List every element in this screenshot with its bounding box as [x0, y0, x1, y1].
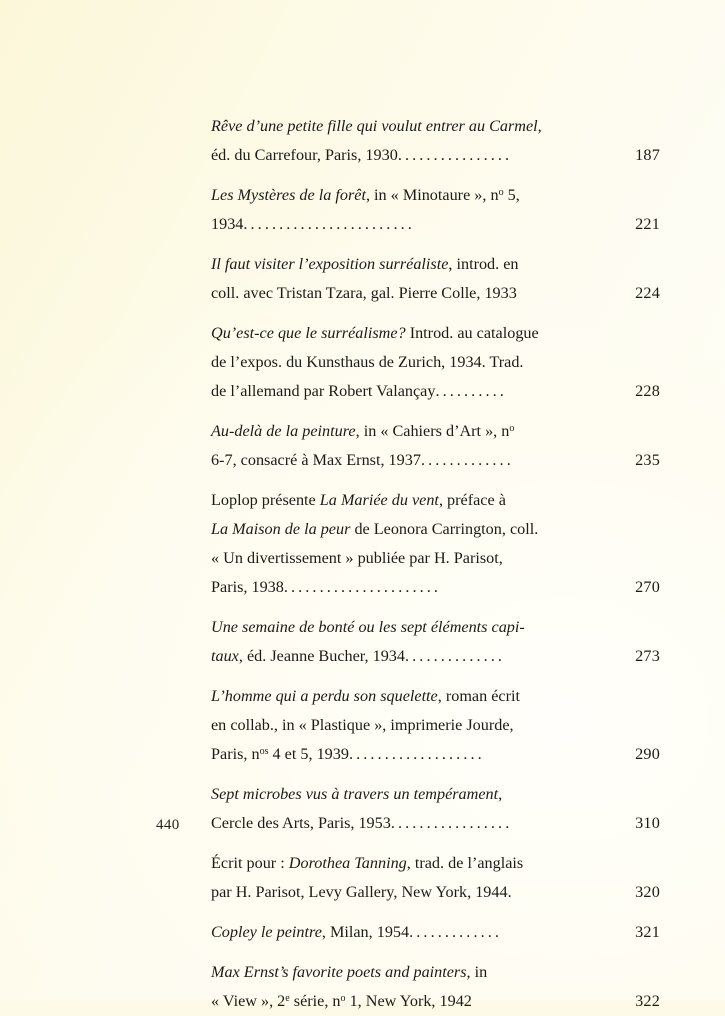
dot-leader: ................... [348, 745, 485, 763]
bibliography-entry [211, 613, 660, 671]
bibliography-entry [211, 112, 660, 170]
entry-text [211, 642, 405, 671]
title-italic: Max Ernst’s favorite poets and painters [211, 963, 467, 981]
dot-leader: ................. [390, 814, 513, 832]
superscript-abbreviation: o [509, 422, 515, 434]
entry-text [211, 515, 538, 544]
bibliography-entry-line [211, 573, 660, 602]
bibliography-entry [211, 849, 660, 907]
title-italic: La Maison de la peur [211, 520, 351, 538]
entry-detail-text: de l’allemand par Robert Valançay [211, 382, 436, 400]
bibliography-entry-line [211, 642, 660, 671]
entry-text [211, 613, 617, 642]
entry-text [211, 141, 398, 170]
entry-text [211, 544, 617, 573]
entry-detail-text: série, n [289, 992, 341, 1010]
entry-text [211, 878, 512, 907]
entry-text [211, 780, 617, 809]
bibliography-entry-line [211, 377, 660, 406]
entry-detail-text: , in « Minotaure », n [365, 186, 499, 204]
bibliography-entry-line [211, 878, 660, 907]
title-italic: Les Mystères de la forêt [211, 186, 366, 204]
entry-page-number: 221 [635, 215, 660, 233]
bibliography-entry-line [211, 279, 660, 308]
entry-text [211, 112, 617, 141]
title-italic: Sept microbes vus à travers un tempérament, [211, 785, 503, 803]
title-italic: Il faut visiter l’exposition surréaliste [211, 255, 449, 273]
entry-text [211, 987, 617, 1016]
entry-page-number: 273 [635, 647, 660, 665]
entry-text [211, 250, 617, 279]
bibliography-entry [211, 486, 660, 602]
bibliography-entry-line [211, 486, 660, 515]
entry-detail-text: « View », 2 [211, 992, 286, 1010]
entry-detail-text: Cercle des Arts, Paris, 1953 [211, 814, 391, 832]
dot-leader: ........................ [243, 215, 415, 233]
bibliography-entry-line [211, 112, 660, 141]
bibliography-entry-line [211, 918, 660, 947]
entry-detail-text: par H. Parisot, Levy Gallery, New York, 1944. [211, 883, 512, 901]
entry-detail-text: « Un divertissement » publiée par H. Parisot, [211, 549, 503, 567]
entry-text [211, 417, 617, 446]
superscript-abbreviation: o [340, 992, 346, 1004]
bibliography-entry-line [211, 958, 660, 987]
entry-detail-text: , in « Cahiers d’Art », n [355, 422, 510, 440]
entry-page-number: 270 [635, 578, 660, 596]
bibliography-entry-line [211, 711, 660, 740]
entry-page-number: 235 [635, 451, 660, 469]
bibliography-entry-line [211, 515, 660, 544]
entry-text [211, 918, 409, 947]
bibliography-entry [211, 682, 660, 769]
title-italic: Une semaine de bonté ou les sept éléments capi- [211, 618, 525, 636]
entry-detail-text: Paris, 1938 [211, 578, 284, 596]
entry-detail-text: Écrit pour : [211, 854, 289, 872]
bibliography-entry-line [211, 319, 660, 348]
entry-detail-text: coll. avec Tristan Tzara, gal. Pierre Colle, 1933 [211, 284, 517, 302]
bibliography-entry [211, 181, 660, 239]
entry-detail-text: 1934 [211, 215, 244, 233]
bibliography-entry-line [211, 780, 660, 809]
bibliography-entry [211, 958, 660, 1016]
entry-text [211, 279, 517, 308]
entry-text [211, 573, 284, 602]
entry-page-number: 320 [635, 883, 660, 901]
entry-page-number: 187 [635, 146, 660, 164]
bibliography-entry-line [211, 740, 660, 769]
entry-detail-text: Introd. au catalogue [405, 324, 539, 342]
entry-text [211, 348, 523, 377]
bibliography-entry [211, 250, 660, 308]
bibliography-entry-list [211, 112, 660, 1016]
bibliography-entry-line [211, 809, 660, 838]
superscript-abbreviation: o [498, 186, 504, 198]
bibliography-entry [211, 417, 660, 475]
entry-text [211, 319, 539, 348]
entry-text [211, 181, 617, 210]
entry-detail-text: Paris, n [211, 745, 260, 763]
entry-detail-text: , préface à [438, 491, 506, 509]
dot-leader: .......... [435, 382, 507, 400]
entry-page-number: 224 [635, 284, 660, 302]
bibliography-entry-line [211, 348, 660, 377]
bibliography-entry [211, 918, 660, 947]
entry-page-number: 310 [635, 814, 660, 832]
entry-detail-text: Loplop présente [211, 491, 320, 509]
dot-leader: ............. [409, 923, 503, 941]
entry-page-number: 290 [635, 745, 660, 763]
title-italic: Dorothea Tanning [288, 854, 407, 872]
entry-detail-text: de Leonora Carrington, coll. [350, 520, 539, 538]
bibliography-entry-line [211, 250, 660, 279]
title-italic: Qu’est-ce que le surréalisme? [211, 324, 406, 342]
entry-text [211, 849, 523, 878]
title-italic: Au-delà de la peinture [211, 422, 356, 440]
bibliography-entry-line [211, 544, 660, 573]
entry-detail-text: 6-7, consacré à Max Ernst, 1937 [211, 451, 421, 469]
entry-detail-text: , Milan, 1954 [321, 923, 410, 941]
title-italic: La Mariée du vent [319, 491, 439, 509]
entry-detail-text: 1, New York, 1942 [345, 992, 472, 1010]
entry-detail-text: , roman écrit [437, 687, 520, 705]
title-italic: Rêve d’une petite fille qui voulut entrer au Carmel, [211, 117, 542, 135]
dot-leader: ...................... [283, 578, 442, 596]
bibliography-entry [211, 319, 660, 406]
entry-text [211, 486, 617, 515]
bibliography-entry [211, 780, 660, 838]
entry-detail-text: 5, [503, 186, 520, 204]
entry-text [211, 711, 514, 740]
entry-text [211, 210, 243, 239]
bibliography-entry-line [211, 181, 660, 210]
title-italic: taux [211, 647, 239, 665]
superscript-abbreviation: e [285, 992, 290, 1004]
entry-text [211, 958, 617, 987]
page-folio-number: 440 [156, 817, 180, 833]
bibliography-entry-line [211, 446, 660, 475]
superscript-abbreviation: os [259, 745, 269, 757]
title-italic: L’homme qui a perdu son squelette [211, 687, 438, 705]
entry-detail-text: , trad. de l’anglais [406, 854, 524, 872]
bibliography-entry-line [211, 682, 660, 711]
entry-detail-text: 4 et 5, 1939 [268, 745, 349, 763]
entry-page-number: 321 [635, 923, 660, 941]
entry-text [211, 809, 391, 838]
dot-leader: ................ [397, 146, 513, 164]
dot-leader: ............. [420, 451, 514, 469]
entry-text [211, 446, 421, 475]
bibliography-entry-line [211, 849, 660, 878]
entry-text [211, 682, 617, 711]
entry-detail-text: , introd. en [448, 255, 519, 273]
bibliography-entry-line [211, 613, 660, 642]
bibliography-entry-line [211, 141, 660, 170]
bibliography-entry-line [211, 987, 660, 1016]
entry-detail-text: de l’expos. du Kunsthaus de Zurich, 1934. Trad. [211, 353, 524, 371]
entry-detail-text: en collab., in « Plastique », imprimerie Jourde, [211, 716, 514, 734]
bibliography-entry-line [211, 417, 660, 446]
entry-text [211, 740, 349, 769]
entry-detail-text: , in [466, 963, 488, 981]
bibliography-entry-line [211, 210, 660, 239]
entry-text [211, 377, 435, 406]
dot-leader: .............. [405, 647, 506, 665]
title-italic: Copley le peintre [211, 923, 322, 941]
entry-page-number: 322 [635, 992, 660, 1010]
entry-page-number: 228 [635, 382, 660, 400]
entry-detail-text: , éd. Jeanne Bucher, 1934 [238, 647, 405, 665]
entry-detail-text: éd. du Carrefour, Paris, 1930 [211, 146, 398, 164]
